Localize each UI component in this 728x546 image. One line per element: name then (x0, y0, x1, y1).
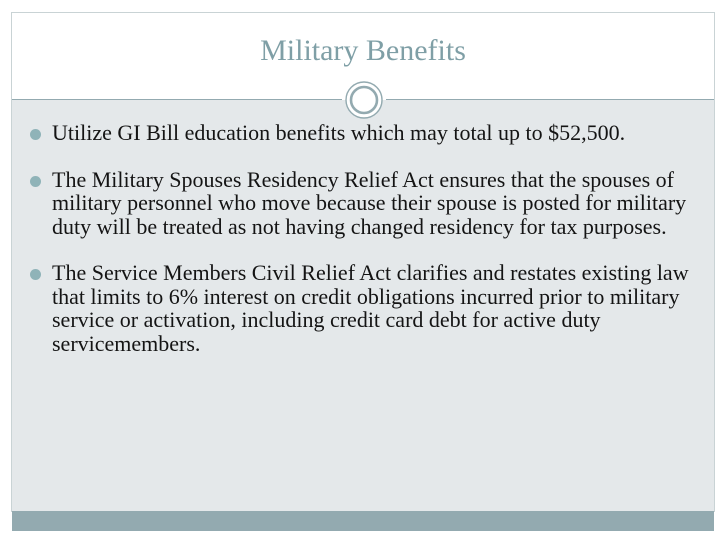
bullet-item (30, 261, 690, 355)
bullet-item (30, 121, 690, 145)
bullet-item (30, 168, 690, 239)
bullet-dot-icon (30, 269, 41, 280)
footer-bar (12, 511, 714, 531)
bullet-dot-icon (30, 129, 41, 140)
title-divider-left (12, 99, 342, 100)
bullet-dot-icon (30, 176, 41, 187)
title-divider-right (386, 99, 714, 100)
circle-ornament-icon (344, 80, 384, 120)
slide-title: Military Benefits (260, 34, 466, 67)
bullet-text: Utilize GI Bill education benefits which may total up to $52,500. (52, 120, 626, 145)
bullet-text: The Military Spouses Residency Relief Act ensures that the spouses of military personnel who move because their spouse is posted for military duty will be treated as not having changed residency for tax purposes. (52, 166, 687, 239)
bullet-text: The Service Members Civil Relief Act clarifies and restates existing law that limits to 6% interest on credit obligations incurred prior to military service or activation, including credit card debt for active duty servicemembers. (52, 260, 689, 356)
bullet-list (30, 121, 690, 378)
